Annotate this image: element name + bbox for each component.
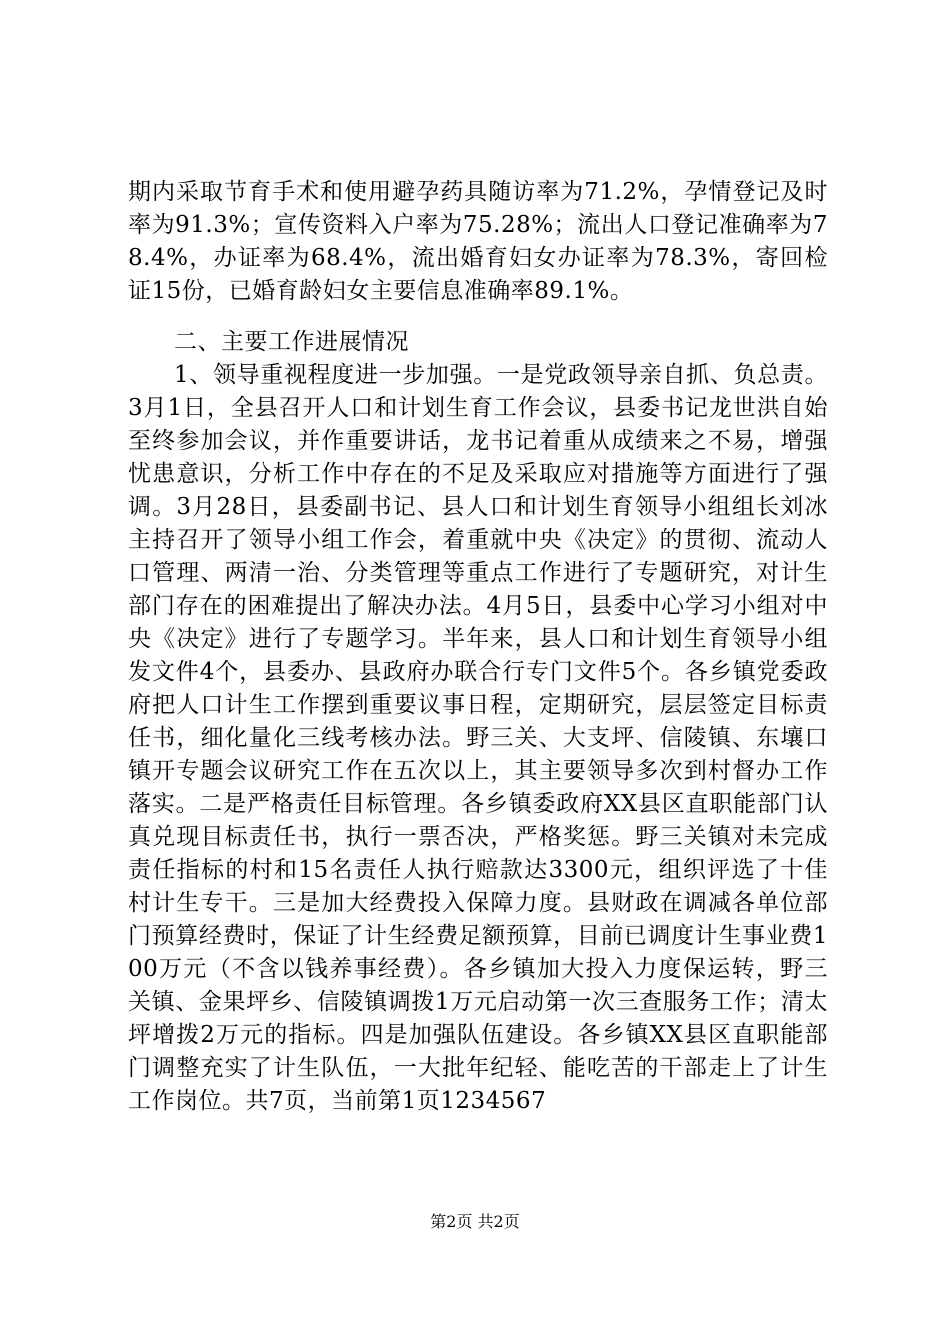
body-text-top	[128, 176, 828, 308]
body-text-main	[128, 326, 828, 1118]
section-heading: 二、主要工作进展情况	[174, 329, 409, 355]
paragraph-statistics: 期内采取节育手术和使用避孕药具随访率为71.2%，孕情登记及时率为91.3%；宣传资料入户率为75.28%；流出人口登记准确率为78.4%，办证率为68.4%，流出婚育妇女办证率为78.3%，寄回检证15份，已婚育龄妇女主要信息准确率89.1%。	[128, 179, 828, 304]
page-footer: 第2页 共2页	[430, 1212, 520, 1231]
paragraph-leadership: 1、领导重视程度进一步加强。一是党政领导亲自抓、负总责。3月1日，全县召开人口和计划生育工作会议，县委书记龙世洪自始至终参加会议，并作重要讲话，龙书记着重从成绩来之不易，增强忧患意识，分析工作中存在的不足及采取应对措施等方面进行了强调。3月28日，县委副书记、县人口和计划生育领导小组组长刘冰主持召开了领导小组工作会，着重就中央《决定》的贯彻、流动人口管理、两清一治、分类管理等重点工作进行了专题研究，对计生部门存在的困难提出了解决办法。4月5日，县委中心学习小组对中央《决定》进行了专题学习。半年来，县人口和计划生育领导小组发文件4个，县委办、县政府办联合行专门文件5个。各乡镇党委政府把人口计生工作摆到重要议事日程，定期研究，层层签定目标责任书，细化量化三线考核办法。野三关、大支坪、信陵镇、东壤口镇开专题会议研究工作在五次以上，其主要领导多次到村督办工作落实。二是严格责任目标管理。各乡镇委政府XX县区直职能部门认真兑现目标责任书，执行一票否决，严格奖惩。野三关镇对未完成责任指标的村和15名责任人执行赔款达3300元，组织评选了十佳村计生专干。三是加大经费投入保障力度。县财政在调减各单位部门预算经费时，保证了计生经费足额预算，目前已调度计生事业费100万元（不含以钱养事经费）。各乡镇加大投入力度保运转，野三关镇、金果坪乡、信陵镇调拨1万元启动第一次三查服务工作；清太坪增拨2万元的指标。四是加强队伍建设。各乡镇XX县区直职能部门调整充实了计生队伍，一大批年纪轻、能吃苦的干部走上了计生工作岗位。共7页，当前第1页1234567	[128, 362, 828, 1114]
